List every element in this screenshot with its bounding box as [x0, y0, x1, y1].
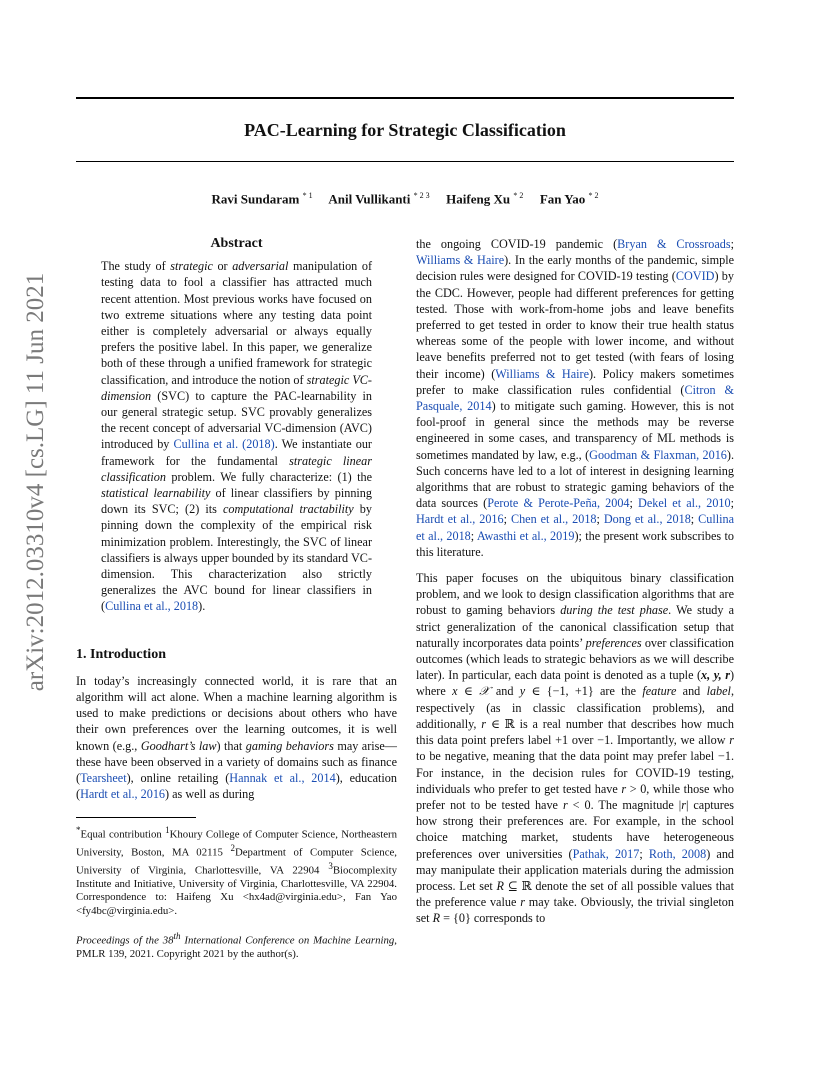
arxiv-stamp-text: arXiv:2012.03310v4 [cs.LG] 11 Jun 2021 — [22, 272, 49, 692]
affiliation-footnote: *Equal contribution $^1$Khoury College of Computer Science, Northeastern University, Boston, MA 02115 $^2$Department of Computer Science, University of Virginia, Charlottesville, VA 22904 $^3$Biocomplexity Institute and Initiative, University of Virginia, Charlottesville, VA 22904. Correspondence to: Haifeng Xu <hx4ad@virginia.edu>, Fan Yao <fy4bc@virginia.edu>. — [76, 824, 397, 917]
citation-link[interactable]: Tearsheet — [80, 771, 127, 786]
title-bottom-rule — [76, 161, 734, 162]
author-name: Haifeng Xu — [446, 191, 511, 207]
intro-paragraph: In today’s increasingly connected world, it is rare that an algorithm will act alone. When a machine learning algorithm is used to make predictions or decisions about others who have their own preferences over the learning outcomes, it is well known (e.g., Goodhart’s law) that gaming behaviors may arise—these have been observed in a variety of domains such as finance (Tearsheet), online retailing (Hannak et al., 2014), education (Hardt et al., 2016) as well as during — [76, 673, 397, 802]
right-column — [416, 236, 734, 927]
left-column — [76, 236, 397, 962]
author-name: Anil Vullikanti — [328, 191, 411, 207]
citation-link[interactable]: Pathak, 2017 — [572, 846, 640, 861]
citation-link[interactable]: Perote & Perote-Peña, 2004 — [487, 496, 630, 511]
author-name: Ravi Sundaram — [211, 191, 300, 207]
body-paragraph: This paper focuses on the ubiquitous binary classification problem, and we look to design classification algorithms that are robust to gaming behaviors during the test phase. We study a strict generalization of the canonical classification setup that naturally incorporates data points’ preferences over classification outcomes (which leads to strategic behaviors as we will describe later). In particular, each data point is denoted as a tuple (x, y, r) where x ∈ 𝒳 and y ∈ {−1, +1} are the feature and label, respectively (as in classic classification problems), and additionally, r ∈ ℝ is a real number that describes how much this data point prefers label +1 over −1. Importantly, we allow r to be negative, meaning that the data point may prefer label −1. For instance, in the decision rules for COVID-19 testing, individuals who prefer to get tested have r > 0, while those who prefer not to be tested have r < 0. The magnitude |r| captures how strong their preferences are. For example, in the school choice matching market, students have heterogeneous preferences over universities (Pathak, 2017; Roth, 2008) and may manipulate their application materials during the admission process. Let set R ⊆ ℝ denote the set of all possible values that the preference value r may take. Obviously, the trivial singleton set R = {0} corresponds to — [416, 571, 735, 926]
citation-link[interactable]: Cullina et al. (2018) — [173, 437, 275, 452]
author-affiliation-marks: * 2 — [588, 191, 599, 200]
author-list — [76, 191, 734, 207]
citation-link[interactable]: Bryan & Crossroads — [617, 237, 731, 251]
paper-title: PAC-Learning for Strategic Classification — [244, 120, 566, 140]
citation-link[interactable]: Williams & Haire — [416, 253, 505, 268]
body-paragraph: the ongoing COVID-19 pandemic (Bryan & Crossroads; Williams & Haire). In the early months of the pandemic, simple decision rules were designed for COVID-19 testing (COVID) by the CDC. However, people had different preferences for getting tested. Those with work-from-home jobs and leave benefits preferred to get tested in order to know their true health status whereas some of the people with lower income, and without leave benefits preferred not to get tested (with fears of losing their income) (Williams & Haire). Policy makers sometimes prefer to make classification rules confidential (Citron & Pasquale, 2014) to mitigate such gaming. However, this is not fool-proof in general since the methods may be reverse engineered in some cases, and transparency of ML methods is sometimes mandated by law, e.g., (Goodman & Flaxman, 2016). Such concerns have led to a lot of interest in designing learning algorithms that are robust to strategic gaming behaviors of the data sources (Perote & Perote-Peña, 2004; Dekel et al., 2010; Hardt et al., 2016; Chen et al., 2018; Dong et al., 2018; Cullina et al., 2018; Awasthi et al., 2019); the present work subscribes to this literature. — [416, 237, 735, 559]
author-affiliation-marks: * 2 3 — [413, 191, 430, 200]
citation-link[interactable]: COVID — [675, 269, 715, 284]
citation-link[interactable]: Cullina et al., 2018 — [416, 512, 735, 543]
top-rule — [76, 97, 734, 99]
citation-link[interactable]: Roth, 2008 — [648, 846, 707, 861]
footnote-rule — [76, 817, 196, 818]
abstract-text: The study of strategic or adversarial manipulation of testing data to fool a classifier has attracted much recent attention. Most previous works have focused on two extreme situations where any testing data point either is completely adversarial or always equally prefers the positive label. In this paper, we generalize both of these through a unified framework for strategic classification, and introduce the notion of strategic VC-dimension (SVC) to capture the PAC-learnability in our general strategic setup. SVC provably generalizes the recent concept of adversarial VC-dimension (AVC) introduced by Cullina et al. (2018). We instantiate our framework for the fundamental strategic linear classification problem. We fully characterize: (1) the statistical learnability of linear classifiers by pinning down its SVC; (2) its computational tractability by pinning down the complexity of the empirical risk minimization problem. Interestingly, the SVC of linear classifiers is always upper bounded by its standard VC-dimension. This characterization also strictly generalizes the AVC bound for linear classifiers in (Cullina et al., 2018). — [101, 259, 372, 614]
abstract-heading: Abstract — [210, 236, 263, 251]
citation-link[interactable]: Awasthi et al., 2019 — [476, 528, 575, 543]
author-affiliation-marks: * 2 — [513, 191, 524, 200]
citation-link[interactable]: Hardt et al., 2016 — [416, 512, 504, 527]
citation-link[interactable]: Hannak et al., 2014 — [229, 771, 336, 786]
author-name: Fan Yao — [539, 191, 586, 207]
citation-link[interactable]: Dekel et al., 2010 — [638, 496, 731, 511]
citation-link[interactable]: Williams & Haire — [495, 366, 589, 381]
citation-link[interactable]: Hardt et al., 2016 — [80, 787, 166, 802]
citation-link[interactable]: Cullina et al., 2018 — [105, 599, 199, 614]
section-heading-introduction: 1. Introduction — [76, 646, 166, 662]
proceedings-note: Proceedings of the 38th International Conference on Machine Learning, PMLR 139, 2021. Copyright 2021 by the author(s). — [76, 931, 397, 961]
citation-link[interactable]: Chen et al., 2018 — [510, 512, 597, 527]
author-affiliation-marks: * 1 — [302, 191, 313, 200]
citation-link[interactable]: Dong et al., 2018 — [603, 512, 691, 527]
citation-link[interactable]: Goodman & Flaxman, 2016 — [589, 447, 727, 462]
citation-link[interactable]: Citron & Pasquale, 2014 — [416, 382, 734, 414]
